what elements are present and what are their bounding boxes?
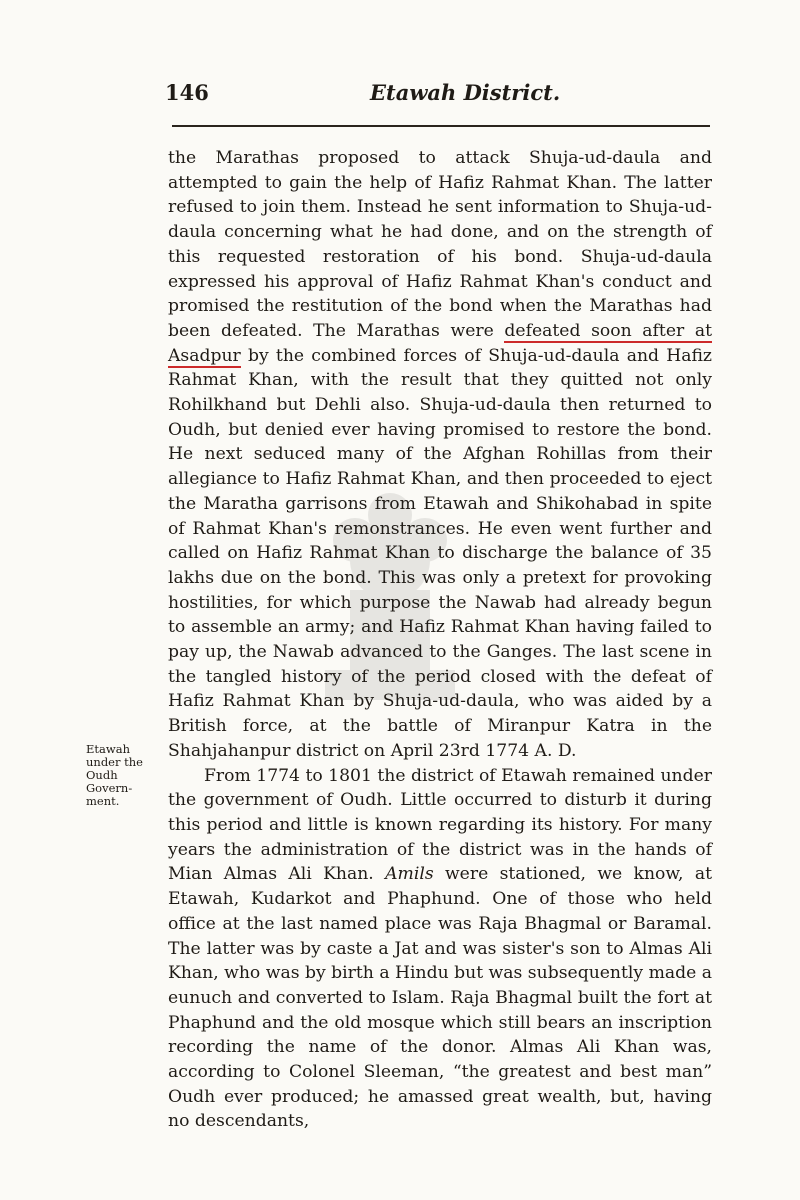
running-title: Etawah District. [370, 80, 561, 105]
paragraph-text: were stationed, we know, at Etawah, Kudarkot and Phaphund. One of those who held office at the last named place was Raja Bhagmal or Baramal. The latter was by caste a Jat and was sister's son to Almas Ali Khan, who was by birth a Hindu but was subsequently made a eunuch and converted to Islam. Raja Bhagmal built the fort at Phaphund and the old mosque which still bears an inscription recording the name of the donor. Almas Ali Khan was, according to Colonel Sleeman, “the greatest and best man” Oudh ever produced; he amassed great wealth, but, having no descendants, [168, 864, 713, 1132]
margin-note-line: Etawah [86, 742, 130, 756]
margin-note-line: under the [86, 755, 143, 769]
paragraph-text: the Marathas proposed to attack Shuja-ud-daula and attempted to gain the help of Hafiz Rahmat Khan. The latter refused to join them. Instead he sent information to Shuja-ud-daula concerning what he had done, and on the strength of this requested restoration of his bond. Shuja-ud-daula expressed his approval of Hafiz Rahmat Khan's conduct and promised the restitution of the bond when the Marathas had been defeated. The Marathas were [168, 148, 712, 341]
italic-term: Amils [385, 864, 434, 885]
margin-note-line: Govern- [86, 781, 133, 795]
body-text [168, 146, 712, 1134]
header-rule [172, 125, 710, 127]
page-header [165, 80, 710, 110]
page-number: 146 [165, 80, 209, 105]
paragraph-text: by the combined forces of Shuja-ud-daula and Hafiz Rahmat Khan, with the result that they quitted not only Rohilkhand but Dehli also. Shuja-ud-daula then returned to Oudh, but denied ever having promised to restore the bond. He next seduced many of the Afghan Rohillas from their allegiance to Hafiz Rahmat Khan, and then proceeded to eject the Maratha garrisons from Etawah and Shikohabad in spite of Rahmat Khan's remonstrances. He even went further and called on Hafiz Rahmat Khan to discharge the balance of 35 lakhs due on the bond. This was only a pretext for provoking hostilities, for which purpose the Nawab had already begun to assemble an army; and Hafiz Rahmat Khan having failed to pay up, the Nawab advanced to the Ganges. The last scene in the tangled history of the period closed with the defeat of Hafiz Rahmat Khan by Shuja-ud-daula, who was aided by a British force, at the battle of Miranpur Katra in the Shahjahanpur district on April 23rd 1774 A. D. [168, 345, 712, 761]
underlined-phrase: defeated soon after at Asadpur [168, 320, 712, 366]
paragraph-oudh-government [168, 764, 712, 1135]
paragraph-text: From 1774 to 1801 the district of Etawah remained under the government of Oudh. Little occurred to disturb it during this period and little is known regarding its history. For many years the administration of the district was in the hands of Mian Almas Ali Khan. [168, 765, 712, 885]
margin-note [86, 743, 156, 808]
margin-note-line: ment. [86, 794, 120, 808]
margin-note-line: Oudh [86, 768, 118, 782]
paragraph-continued [168, 146, 712, 764]
